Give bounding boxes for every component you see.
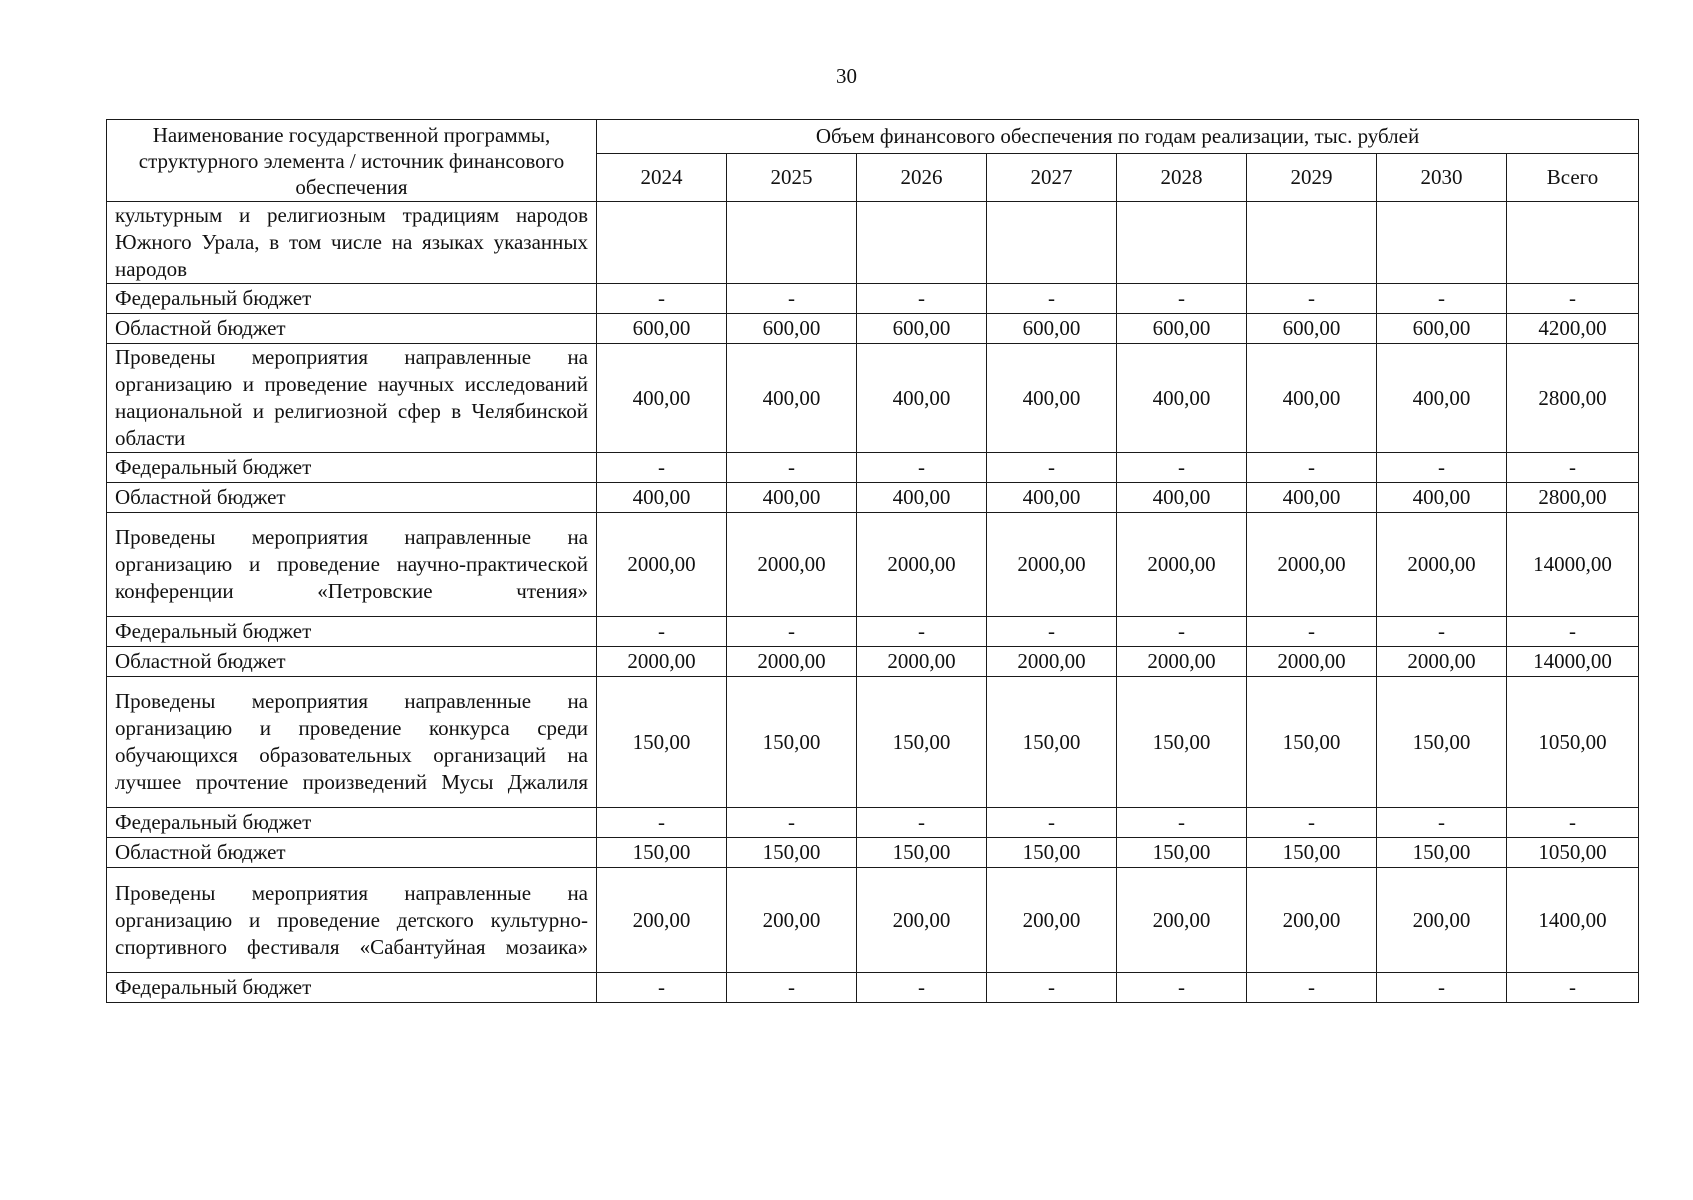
table-row <box>107 868 1639 973</box>
year-value: 400,00 <box>857 344 987 453</box>
year-value: 150,00 <box>987 838 1117 868</box>
activity-name: Проведены мероприятия направленные на организацию и проведение научно-практической конференции «Петровские чтения» <box>107 513 597 617</box>
year-value: - <box>597 808 727 838</box>
funding-source-name: Федеральный бюджет <box>107 617 597 647</box>
year-value: 2000,00 <box>727 513 857 617</box>
year-value: - <box>857 453 987 483</box>
year-value: 200,00 <box>727 868 857 973</box>
year-value: 600,00 <box>987 314 1117 344</box>
year-value: 600,00 <box>1117 314 1247 344</box>
total-value: - <box>1507 808 1639 838</box>
year-value: - <box>987 284 1117 314</box>
year-value: 600,00 <box>857 314 987 344</box>
year-value: 400,00 <box>727 344 857 453</box>
funding-source-name: Областной бюджет <box>107 483 597 513</box>
activity-name: культурным и религиозным традициям народов Южного Урала, в том числе на языках указанных народов <box>107 202 597 284</box>
year-value: - <box>1377 808 1507 838</box>
year-value: - <box>987 617 1117 647</box>
table-row <box>107 314 1639 344</box>
year-value: 150,00 <box>727 677 857 808</box>
year-value <box>1377 202 1507 284</box>
year-value: 400,00 <box>1247 344 1377 453</box>
year-value: 200,00 <box>987 868 1117 973</box>
table-row <box>107 647 1639 677</box>
year-value: - <box>1117 617 1247 647</box>
year-value: 200,00 <box>597 868 727 973</box>
year-value: - <box>987 453 1117 483</box>
total-value: 1050,00 <box>1507 838 1639 868</box>
year-value: - <box>857 808 987 838</box>
year-value <box>857 202 987 284</box>
table-row <box>107 453 1639 483</box>
year-value: 2000,00 <box>987 513 1117 617</box>
funding-source-name: Областной бюджет <box>107 647 597 677</box>
year-value: 2000,00 <box>1247 513 1377 617</box>
year-value: 2000,00 <box>1377 647 1507 677</box>
year-value: 150,00 <box>1377 677 1507 808</box>
year-value: - <box>597 617 727 647</box>
year-value: 200,00 <box>1247 868 1377 973</box>
total-value: 1050,00 <box>1507 677 1639 808</box>
year-value: 400,00 <box>1377 483 1507 513</box>
funding-source-name: Федеральный бюджет <box>107 284 597 314</box>
year-value: 400,00 <box>1247 483 1377 513</box>
year-value: 400,00 <box>597 483 727 513</box>
year-value <box>987 202 1117 284</box>
funding-source-name: Областной бюджет <box>107 314 597 344</box>
year-value: - <box>857 973 987 1003</box>
year-value: - <box>1377 617 1507 647</box>
financing-table <box>106 119 1639 1003</box>
total-value: 1400,00 <box>1507 868 1639 973</box>
header-year-2025: 2025 <box>727 154 857 202</box>
year-value: 200,00 <box>1117 868 1247 973</box>
table-row <box>107 513 1639 617</box>
year-value: - <box>1247 617 1377 647</box>
year-value: 150,00 <box>1117 677 1247 808</box>
year-value: - <box>727 284 857 314</box>
year-value: - <box>1117 453 1247 483</box>
year-value: 150,00 <box>597 677 727 808</box>
table-row <box>107 973 1639 1003</box>
year-value: 150,00 <box>597 838 727 868</box>
total-value: - <box>1507 973 1639 1003</box>
year-value: 600,00 <box>727 314 857 344</box>
header-year-2026: 2026 <box>857 154 987 202</box>
year-value <box>1247 202 1377 284</box>
year-value: 150,00 <box>1117 838 1247 868</box>
table-row <box>107 838 1639 868</box>
header-year-2024: 2024 <box>597 154 727 202</box>
header-year-2029: 2029 <box>1247 154 1377 202</box>
year-value: 2000,00 <box>1377 513 1507 617</box>
year-value: - <box>727 808 857 838</box>
year-value: 2000,00 <box>727 647 857 677</box>
year-value: - <box>597 284 727 314</box>
total-value: - <box>1507 284 1639 314</box>
header-year-2027: 2027 <box>987 154 1117 202</box>
year-value: - <box>1247 453 1377 483</box>
year-value: 2000,00 <box>987 647 1117 677</box>
activity-name: Проведены мероприятия направленные на организацию и проведение детского культурно-спортивного фестиваля «Сабантуйная мозаика» <box>107 868 597 973</box>
year-value: - <box>727 617 857 647</box>
year-value: 150,00 <box>987 677 1117 808</box>
year-value: 400,00 <box>857 483 987 513</box>
year-value: - <box>857 617 987 647</box>
header-financing-group: Объем финансового обеспечения по годам реализации, тыс. рублей <box>597 120 1639 154</box>
year-value: - <box>727 973 857 1003</box>
year-value: 600,00 <box>1377 314 1507 344</box>
header-year-2030: 2030 <box>1377 154 1507 202</box>
table-row <box>107 808 1639 838</box>
year-value: 150,00 <box>1377 838 1507 868</box>
total-value: 4200,00 <box>1507 314 1639 344</box>
year-value: 150,00 <box>857 838 987 868</box>
year-value: 2000,00 <box>597 647 727 677</box>
page-number: 30 <box>836 64 857 88</box>
total-value: 2800,00 <box>1507 344 1639 453</box>
header-total: Всего <box>1507 154 1639 202</box>
year-value: 400,00 <box>727 483 857 513</box>
year-value: 400,00 <box>1117 483 1247 513</box>
year-value: 2000,00 <box>1117 513 1247 617</box>
year-value: - <box>1247 284 1377 314</box>
year-value: 200,00 <box>1377 868 1507 973</box>
year-value: 400,00 <box>1377 344 1507 453</box>
year-value: 400,00 <box>1117 344 1247 453</box>
year-value: 600,00 <box>597 314 727 344</box>
table-row <box>107 284 1639 314</box>
funding-source-name: Федеральный бюджет <box>107 973 597 1003</box>
year-value: - <box>597 453 727 483</box>
year-value: - <box>1247 808 1377 838</box>
year-value: - <box>857 284 987 314</box>
year-value: - <box>1117 973 1247 1003</box>
year-value: - <box>1117 284 1247 314</box>
funding-source-name: Федеральный бюджет <box>107 808 597 838</box>
year-value: - <box>727 453 857 483</box>
total-value: - <box>1507 453 1639 483</box>
year-value: 2000,00 <box>857 647 987 677</box>
year-value: - <box>987 808 1117 838</box>
year-value: 400,00 <box>987 483 1117 513</box>
year-value: - <box>1377 284 1507 314</box>
table-body <box>107 202 1639 1003</box>
total-value: 14000,00 <box>1507 647 1639 677</box>
activity-name: Проведены мероприятия направленные на организацию и проведение научных исследований национальной и религиозной сфер в Челябинской области <box>107 344 597 453</box>
total-value: - <box>1507 617 1639 647</box>
year-value: - <box>1377 453 1507 483</box>
year-value: - <box>597 973 727 1003</box>
table-row <box>107 483 1639 513</box>
total-value: 2800,00 <box>1507 483 1639 513</box>
year-value: - <box>1377 973 1507 1003</box>
header-year-2028: 2028 <box>1117 154 1247 202</box>
total-value <box>1507 202 1639 284</box>
total-value: 14000,00 <box>1507 513 1639 617</box>
header-name-column: Наименование государственной программы, структурного элемента / источник финансового обеспечения <box>107 120 597 202</box>
funding-source-name: Федеральный бюджет <box>107 453 597 483</box>
year-value: - <box>1247 973 1377 1003</box>
year-value <box>727 202 857 284</box>
year-value: 150,00 <box>857 677 987 808</box>
year-value: 600,00 <box>1247 314 1377 344</box>
activity-name: Проведены мероприятия направленные на организацию и проведение конкурса среди обучающихся образовательных организаций на лучшее прочтение произведений Мусы Джалиля <box>107 677 597 808</box>
year-value: 2000,00 <box>1117 647 1247 677</box>
year-value: 150,00 <box>1247 677 1377 808</box>
table-row <box>107 677 1639 808</box>
table-row <box>107 202 1639 284</box>
year-value: 150,00 <box>727 838 857 868</box>
year-value: 2000,00 <box>857 513 987 617</box>
year-value: 400,00 <box>597 344 727 453</box>
year-value: 200,00 <box>857 868 987 973</box>
year-value: 400,00 <box>987 344 1117 453</box>
year-value: 150,00 <box>1247 838 1377 868</box>
funding-source-name: Областной бюджет <box>107 838 597 868</box>
table-row <box>107 617 1639 647</box>
year-value: 2000,00 <box>597 513 727 617</box>
year-value <box>1117 202 1247 284</box>
table-row <box>107 344 1639 453</box>
year-value: - <box>1117 808 1247 838</box>
year-value: 2000,00 <box>1247 647 1377 677</box>
year-value <box>597 202 727 284</box>
year-value: - <box>987 973 1117 1003</box>
